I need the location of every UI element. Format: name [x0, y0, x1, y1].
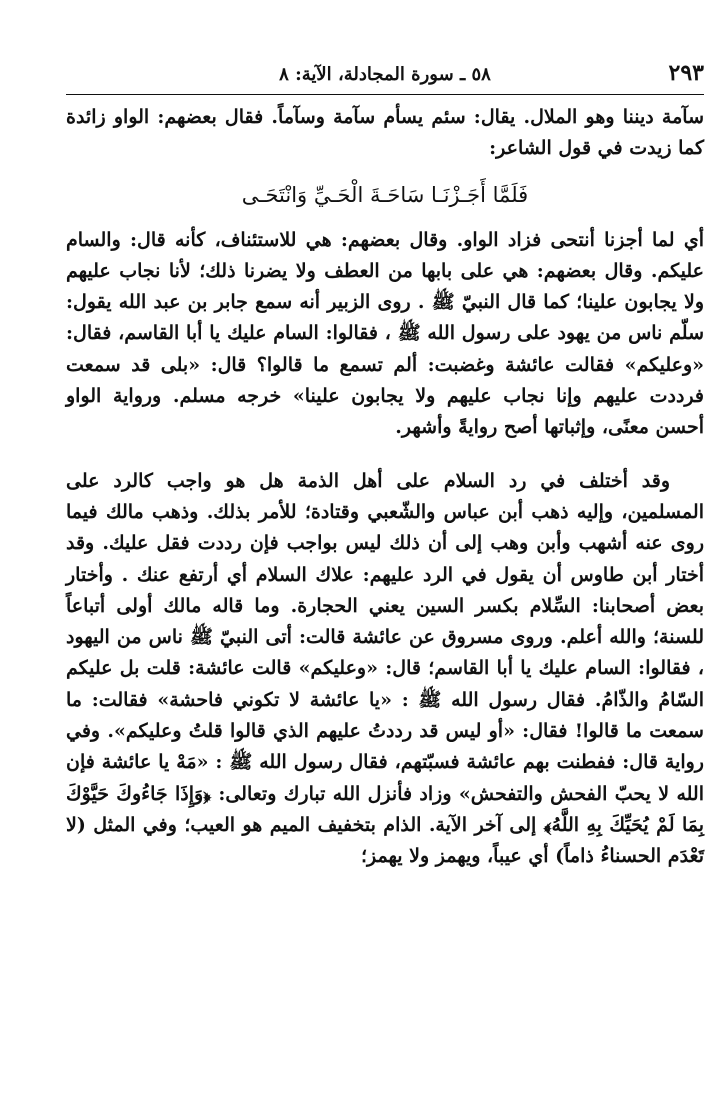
text-line: ﴿وَإِذَا جَاءُوكَ حَيَّوْكَ بِمَا لَمْ يُحَيِّكَ بِهِ اللَّهُ﴾ إلى آخر الآية. الذام بتخفيف الميم: [66, 782, 705, 836]
paragraph-gap: [66, 444, 704, 466]
text-line: وإثباتها أصح روايةً وأشهر.: [395, 416, 596, 439]
paragraph-1: [66, 225, 704, 444]
header-rule: [66, 94, 704, 95]
text-line: فاحشة» فقالت: ما سمعت ما قالوا! فقال: «أو ليس قد رددتُ عليهم الذي قالوا: [66, 688, 704, 743]
text-line: قلتُ وعليكم». وفي رواية قال: ففطنت بهم عائشة فسبّتهم، فقال رسول الله ﷺ :: [66, 720, 704, 774]
text-line: عليكم. وقال بعضهم: هي على بابها من العطف ولا يضرنا ذلك؛ لأنا نجاب عليهم: [66, 259, 704, 282]
running-title: ٥٨ ـ سورة المجادلة، الآية: ٨: [279, 64, 491, 85]
text-line: سآمة ديننا وهو الملال. يقال: سئم يسأم سآمة وسآماً. فقال بعضهم: الواو زائدة كما: [66, 106, 704, 160]
page-number: ٢٩٣: [668, 60, 704, 86]
text-line: عائشة: قلت بل عليكم السّامُ والذّامُ. فقال رسول الله ﷺ : «يا عائشة لا تكوني: [66, 657, 704, 711]
text-line: وقد أختلف في رد السلام على أهل الذمة هل هو واجب كالرد على: [66, 469, 670, 492]
page-header: [66, 56, 704, 96]
text-line: «مَهْ يا عائشة فإن الله لا يحبّ الفحش والتفحش» وزاد فأنزل الله تبارك وتعالى:: [66, 751, 704, 805]
text-line: عليك. وقد أختار أبن طاوس أن يقول في الرد عليهم: علاك السلام أي أرتفع: [66, 532, 704, 586]
text-line: عليهم وإنا نجاب عليهم ولا يجابون علينا» خرجه مسلم. ورواية الواو أحسن معنًى،: [66, 385, 704, 439]
text-line: ناس من اليهود ، فقالوا: السام عليك يا أبا القاسم؛ قال: «وعليكم» قالت: [66, 626, 704, 680]
text-line: سلّم ناس من يهود على رسول الله ﷺ ، فقالوا: السام عليك يا أبا القاسم، فقال:: [66, 322, 704, 345]
text-line: عنك . وأختار بعض أصحابنا: السِّلام بكسر السين يعني الحجارة. وما قاله مالك: [66, 563, 704, 617]
text-line: هو العيب؛ وفي المثل (لا تَعْدَم الحسناءُ ذاماً) أي عيباً، ويهمز ولا يهمز؛: [66, 813, 704, 868]
poetry-verse: فَلَمَّا أَجَـزْنَـا سَاحَـةَ الْحَـيِّ وَانْتَحَـى: [241, 182, 529, 207]
intro-paragraph: [66, 102, 704, 165]
page-body: [66, 102, 704, 873]
paragraph-2: [66, 466, 704, 873]
text-line: أي لما أجزنا أنتحى فزاد الواو. وقال بعضهم: هي للاستئناف، كأنه قال: والسام: [66, 228, 704, 251]
text-line: زيدت في قول الشاعر:: [489, 137, 672, 160]
text-line: فيما روى عنه أشهب وأبن وهب إلى أن ذلك ليس بواجب فإن رددت فقل: [66, 500, 704, 555]
text-line: ولا يجابون علينا؛ كما قال النبيّ ﷺ . روى الزبير أنه سمع جابر بن عبد الله يقول:: [66, 291, 704, 314]
text-line: أولى أتباعاً للسنة؛ والله أعلم. وروى مسروق عن عائشة قالت: أتى النبيّ ﷺ: [66, 594, 704, 649]
text-line: المسلمين، وإليه ذهب أبن عباس والشّعبي وقتادة؛ للأمر بذلك. وذهب مالك: [105, 500, 704, 523]
text-line: «وعليكم» فقالت عائشة وغضبت: ألم تسمع ما قالوا؟ قال: «بلى قد سمعت فرددت: [66, 353, 704, 408]
